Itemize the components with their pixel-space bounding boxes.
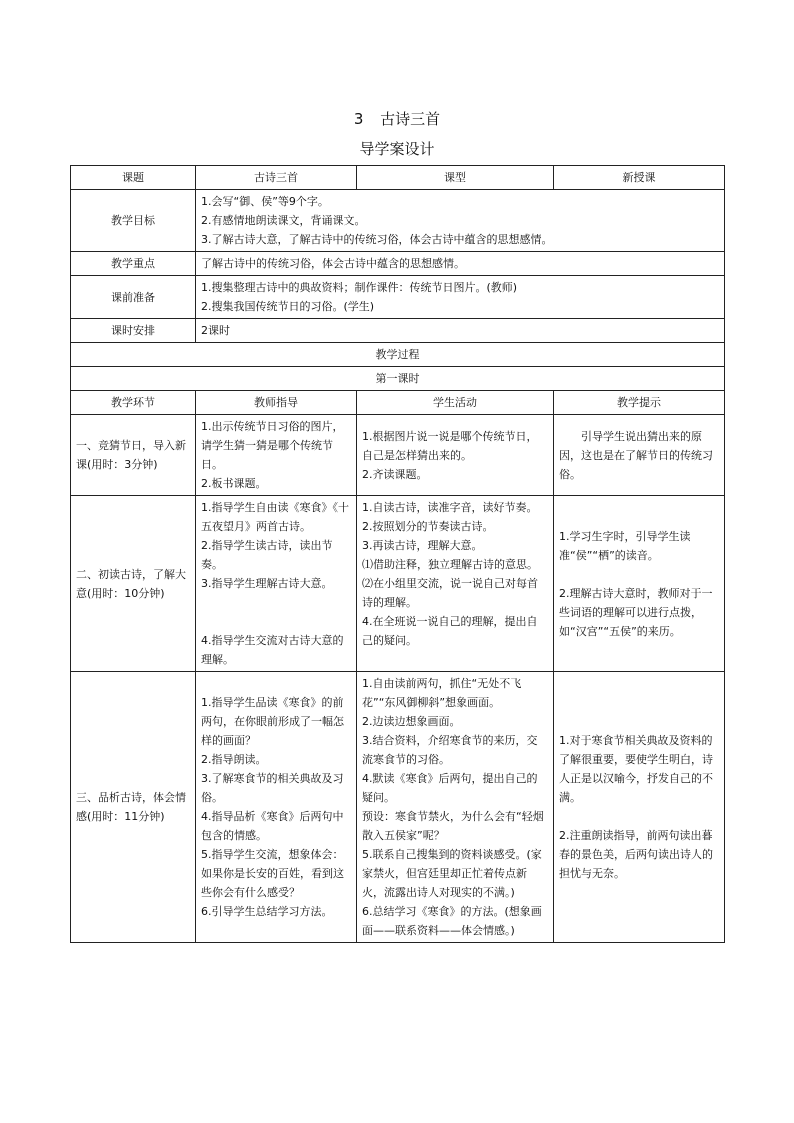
col-header-student: 学生活动 (357, 391, 554, 415)
student-cell (357, 415, 554, 496)
teacher-item: 6.引导学生总结学习方法。 (201, 905, 333, 918)
tip-cell (554, 415, 725, 496)
tip-item: 1.学习生字时，引导学生读准“侯”“栖”的读音。 (559, 529, 691, 562)
prep-item: 2.搜集我国传统节日的习俗。(学生) (201, 300, 375, 313)
teacher-item: 1.指导学生品读《寒食》的前两句，在你眼前形成了一幅怎样的画面？ (201, 696, 344, 747)
teacher-item: 4.指导学生交流对古诗大意的理解。 (201, 634, 344, 666)
prep-item: 1.搜集整理古诗中的典故资料；制作课件：传统节日图片。(教师) (201, 281, 518, 294)
teacher-item: 1.指导学生自由读《寒食》《十五夜望月》两首古诗。 (201, 501, 349, 533)
student-item: ⑵在小组里交流，说一说自己对每首诗的理解。 (362, 577, 538, 609)
stage-cell: 一、竞猜节日，导入新课(用时：3分钟) (71, 415, 196, 496)
col-header-tip: 教学提示 (554, 391, 725, 415)
teacher-cell (196, 672, 357, 943)
student-item: 1.自读古诗，读准字音，读好节奏。 (362, 501, 538, 514)
teacher-item: 3.了解寒食节的相关典故及习俗。 (201, 772, 344, 804)
lesson-label: 第一课时 (71, 367, 725, 391)
table-row (71, 672, 725, 943)
goal-item: 2.有感情地朗读课文，背诵课文。 (201, 214, 366, 227)
student-item: 5.联系自己搜集到的资料谈感受。(家家禁火，但宫廷里却正忙着传点新火，流露出诗人对现实的不满。) (362, 848, 542, 899)
teacher-item: 5.指导学生交流，想象体会：如果你是长安的百姓，看到这些你会有什么感受？ (201, 848, 344, 899)
tip-item: 引导学生说出猜出来的原因，这也是在了解节日的传统习俗。 (559, 429, 713, 481)
teacher-item: 2.指导朗读。 (201, 753, 267, 766)
stage-cell: 三、品析古诗，体会情感(用时：11分钟) (71, 672, 196, 943)
teacher-item: 2.指导学生读古诗，读出节奏。 (201, 539, 333, 571)
student-item: ⑴借助注释，独立理解古诗的意思。 (362, 558, 538, 571)
guide-table (70, 165, 725, 943)
prep-label: 课前准备 (71, 276, 196, 319)
hours-value: 2课时 (196, 319, 725, 343)
table-row (71, 496, 725, 672)
tip-item: 2.注重朗读指导，前两句读出暮春的景色美，后两句读出诗人的担忧与无奈。 (559, 829, 713, 880)
col-header-stage: 教学环节 (71, 391, 196, 415)
spacer (559, 565, 719, 584)
topic-label: 课题 (71, 166, 196, 190)
goal-item: 1.会写“御、侯”等9个字。 (201, 195, 329, 208)
student-item: 4.默读《寒食》后两句，提出自己的疑问。 (362, 772, 538, 804)
student-item: 3.结合资料，介绍寒食节的来历，交流寒食节的习俗。 (362, 734, 538, 766)
key-label: 教学重点 (71, 252, 196, 276)
tip-item: 2.理解古诗大意时，教师对于一些词语的理解可以进行点拨，如“汉宫”“五侯”的来历。 (559, 586, 713, 638)
student-cell (357, 496, 554, 672)
spacer (201, 593, 351, 631)
student-item: 4.在全班说一说自己的理解，提出自己的疑问。 (362, 615, 538, 647)
col-header-teacher: 教师指导 (196, 391, 357, 415)
teacher-item: 4.指导品析《寒食》后两句中包含的情感。 (201, 810, 344, 842)
stage-cell: 二、初读古诗，了解大意(用时：10分钟) (71, 496, 196, 672)
student-item: 2.按照划分的节奏读古诗。 (362, 520, 494, 533)
student-item: 2.齐读课题。 (362, 467, 428, 481)
key-value: 了解古诗中的传统习俗，体会古诗中蕴含的思想感情。 (196, 252, 725, 276)
prep-cell (196, 276, 725, 319)
goal-item: 3.了解古诗大意，了解古诗中的传统习俗，体会古诗中蕴含的思想感情。 (201, 233, 553, 246)
teacher-cell (196, 415, 357, 496)
topic-value: 古诗三首 (196, 166, 357, 190)
process-title: 教学过程 (71, 343, 725, 367)
tip-cell (554, 496, 725, 672)
student-item: 预设：寒食节禁火，为什么会有“轻烟散入五侯家”呢？ (362, 810, 544, 842)
document-subtitle: 导学案设计 (359, 140, 435, 158)
student-item: 3.再读古诗，理解大意。 (362, 539, 483, 552)
student-item: 1.自由读前两句，抓住“无处不飞花”“东风御柳斜”想象画面。 (362, 677, 522, 709)
tip-item: 1.对于寒食节相关典故及资料的了解很重要，要使学生明白，诗人正是以汉喻今，抒发自己的不满。 (559, 734, 713, 804)
tip-cell (554, 672, 725, 943)
spacer (559, 807, 719, 826)
teacher-item: 1.出示传统节日习俗的图片，请学生猜一猜是哪个传统节日。 (201, 420, 344, 471)
type-value: 新授课 (554, 166, 725, 190)
student-item: 1.根据图片说一说是哪个传统节日，自己是怎样猜出来的。 (362, 429, 538, 462)
student-item: 2.边读边想象画面。 (362, 715, 461, 728)
lesson-number: 3 (353, 110, 364, 128)
lesson-title (0, 108, 794, 129)
lesson-title-text: 古诗三首 (380, 110, 441, 128)
goals-label: 教学目标 (71, 190, 196, 252)
teacher-item: 3.指导学生理解古诗大意。 (201, 577, 333, 590)
hours-label: 课时安排 (71, 319, 196, 343)
goals-cell (196, 190, 725, 252)
type-label: 课型 (357, 166, 554, 190)
table-row (71, 415, 725, 496)
student-cell (357, 672, 554, 943)
teacher-cell (196, 496, 357, 672)
teacher-item: 2.板书课题。 (201, 477, 267, 490)
student-item: 6.总结学习《寒食》的方法。(想象画面——联系资料——体会情感。) (362, 905, 542, 937)
